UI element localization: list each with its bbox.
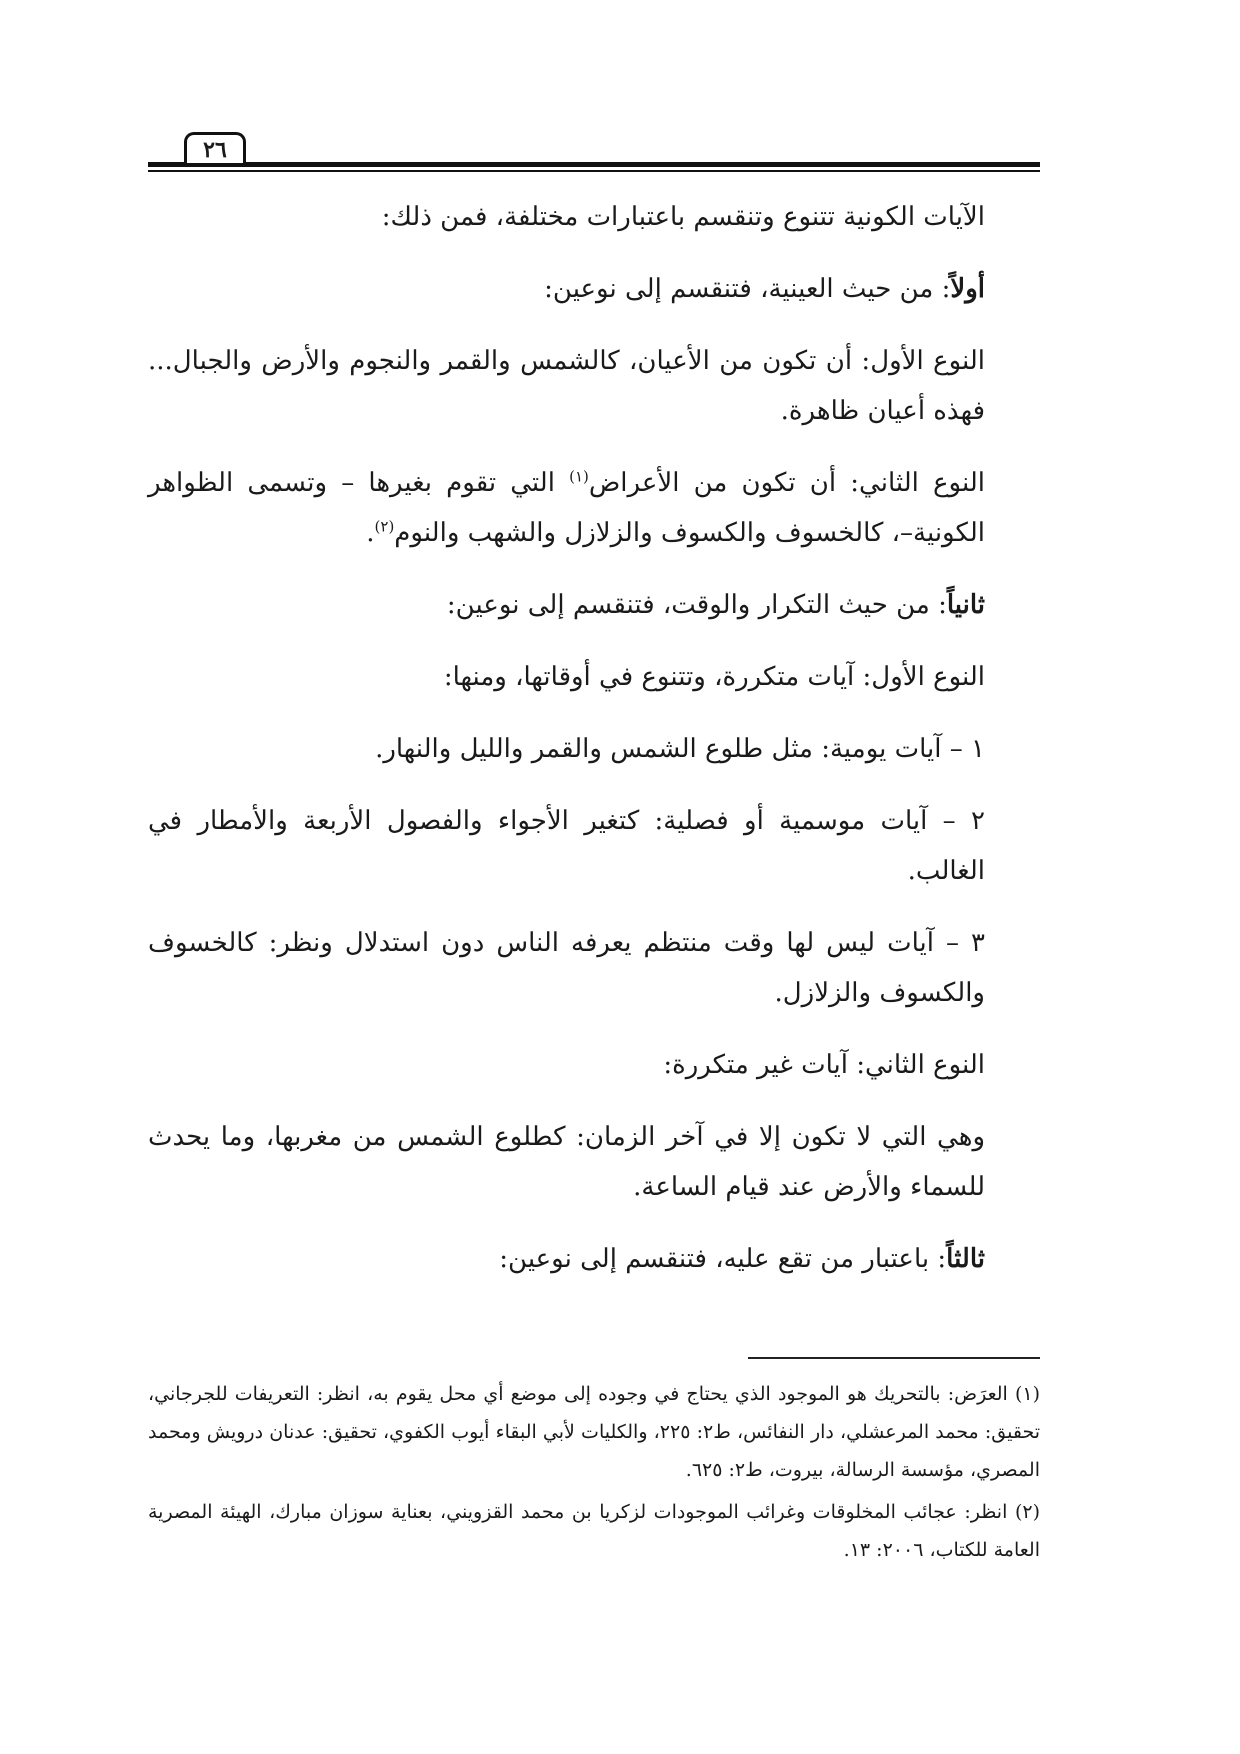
type-two-text-c: . [366, 518, 375, 548]
paragraph-first-division [148, 264, 1040, 314]
paragraph-type-one: النوع الأول: أن تكون من الأعيان، كالشمس والقمر والنجوم والأرض والجبال... فهذه أعيان ظاهرة. [148, 346, 985, 426]
paragraph-intro: الآيات الكونية تتنوع وتنقسم باعتبارات مختلفة، فمن ذلك: [381, 202, 985, 232]
list-item-seasonal: ٢ – آيات موسمية أو فصلية: كتغير الأجواء والفصول الأربعة والأمطار في الغالب. [148, 806, 985, 886]
heading-second-text: : من حيث التكرار والوقت، فتنقسم إلى نوعين: [446, 590, 947, 620]
header-rule-thin [148, 170, 1040, 172]
paragraph-type-two [148, 458, 1040, 558]
list-item-irregular: ٣ – آيات ليس لها وقت منتظم يعرفه الناس دون استدلال ونظر: كالخسوف والكسوف والزلازل. [148, 928, 985, 1008]
paragraph-recurring: النوع الأول: آيات متكررة، وتتنوع في أوقاتها، ومنها: [443, 662, 985, 692]
heading-first-text: : من حيث العينية، فتنقسم إلى نوعين: [544, 274, 951, 304]
footnote-separator [748, 1357, 1040, 1359]
heading-third-text: : باعتبار من تقع عليه، فتنقسم إلى نوعين: [499, 1244, 947, 1274]
paragraph-end-times: وهي التي لا تكون إلا في آخر الزمان: كطلوع الشمس من مغربها، وما يحدث للسماء والأرض عند قيام الساعة. [148, 1122, 985, 1202]
header-rule-thick [148, 162, 1040, 167]
list-item-daily: ١ – آيات يومية: مثل طلوع الشمس والقمر والليل والنهار. [375, 734, 985, 764]
footnote-1: (١) العرَض: بالتحريك هو الموجود الذي يحتاج في وجوده إلى موضع أي محل يقوم به، انظر: التعريفات للجرجاني، تحقيق: محمد المرعشلي، دار النفائس، ط٢: ٢٢٥، والكليات لأبي البقاء أيوب الكفوي، تحقيق: عدنان درويش ومحمد المصري، مؤسسة الرسالة، بيروت، ط٢: ٦٢٥. [148, 1383, 1040, 1481]
paragraph-non-recurring: النوع الثاني: آيات غير متكررة: [663, 1050, 985, 1080]
footnote-ref-2[interactable]: (٢) [374, 517, 395, 536]
heading-first: أولاً [950, 274, 985, 304]
footnote-2: (٢) انظر: عجائب المخلوقات وغرائب الموجودات لزكريا بن محمد القزويني، بعناية سوزان مبارك، الهيئة المصرية العامة للكتاب، ٢٠٠٦: ١٣. [148, 1501, 1040, 1561]
page-number: ٢٦ [184, 132, 246, 163]
page-header [148, 128, 1040, 168]
footnotes [148, 1375, 1040, 1573]
body-text [148, 192, 1040, 1306]
paragraph-third-division [148, 1234, 1040, 1284]
heading-second: ثانياً [946, 590, 985, 620]
footnote-ref-1[interactable]: (١) [569, 467, 589, 486]
type-two-text-b: التي تقوم بغيرها – وتسمى الظواهر الكونية–، كالخسوف والكسوف والزلازل والشهب والنوم [148, 468, 985, 548]
heading-third: ثالثاً [946, 1244, 985, 1274]
type-two-text-a: النوع الثاني: أن تكون من الأعراض [588, 468, 985, 498]
paragraph-second-division [148, 580, 1040, 630]
